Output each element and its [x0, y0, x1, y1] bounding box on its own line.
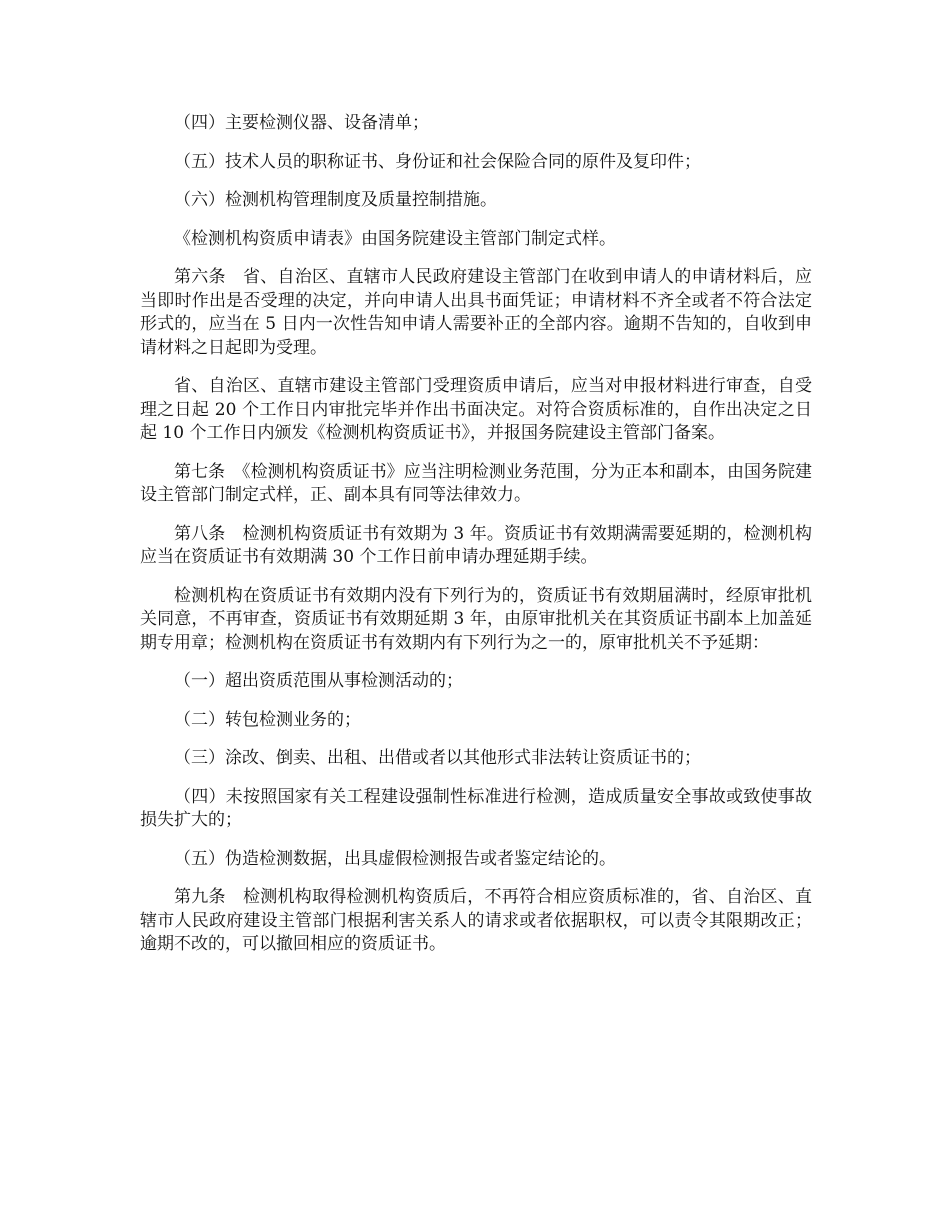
paragraph-application-form-note: 《检测机构资质申请表》由国务院建设主管部门制定式样。	[174, 228, 616, 249]
paragraph-article-7: 第七条 《检测机构资质证书》应当注明检测业务范围，分为正本和副本，由国务院建设主管部门制定式样，正、副本具有同等法律效力。	[140, 461, 812, 505]
paragraph-violation-3: （三）涂改、倒卖、出租、出借或者以其他形式非法转让资质证书的；	[174, 748, 701, 768]
paragraph-violation-4: （四）未按照国家有关工程建设强制性标准进行检测，造成质量安全事故或致使事故损失扩大的；	[140, 786, 812, 830]
paragraph-item-5-staff-certificates: （五）技术人员的职称证书、身份证和社会保险合同的原件及复印件；	[174, 151, 701, 172]
paragraph-violation-1: （一）超出资质范围从事检测活动的；	[174, 671, 463, 691]
paragraph-review-period: 省、自治区、直辖市建设主管部门受理资质申请后，应当对申报材料进行审查，自受理之日起 20 个工作日内审批完毕并作出书面决定。对符合资质标准的，自作出决定之日起 10 个工作日内颁发《检测机构资质证书》，并报国务院建设主管部门备案。	[140, 376, 812, 443]
paragraph-extension-conditions: 检测机构在资质证书有效期内没有下列行为的，资质证书有效期届满时，经原审批机关同意，不再审查，资质证书有效期延期 3 年，由原审批机关在其资质证书副本上加盖延期专用章；检测机构在资质证书有效期内有下列行为之一的，原审批机关不予延期：	[140, 585, 812, 653]
paragraph-item-4-equipment-list: （四）主要检测仪器、设备清单；	[174, 113, 429, 133]
paragraph-item-6-management-system: （六）检测机构管理制度及质量控制措施。	[174, 190, 497, 210]
paragraph-article-8: 第八条 检测机构资质证书有效期为 3 年。资质证书有效期满需要延期的，检测机构应当在资质证书有效期满 30 个工作日前申请办理延期手续。	[140, 523, 812, 567]
paragraph-article-9: 第九条 检测机构取得检测机构资质后，不再符合相应资质标准的，省、自治区、直辖市人民政府建设主管部门根据利害关系人的请求或者依据职权，可以责令其限期改正；逾期不改的，可以撤回相应的资质证书。	[140, 887, 812, 954]
document-body	[140, 112, 812, 972]
paragraph-article-6: 第六条 省、自治区、直辖市人民政府建设主管部门在收到申请人的申请材料后，应当即时作出是否受理的决定，并向申请人出具书面凭证；申请材料不齐全或者不符合法定形式的，应当在 5 日内一次性告知申请人需要补正的全部内容。逾期不告知的，自收到申请材料之日起即为受理。	[140, 267, 812, 358]
paragraph-violation-5: （五）伪造检测数据，出具虚假检测报告或者鉴定结论的。	[174, 848, 616, 869]
paragraph-violation-2: （二）转包检测业务的；	[174, 709, 361, 730]
